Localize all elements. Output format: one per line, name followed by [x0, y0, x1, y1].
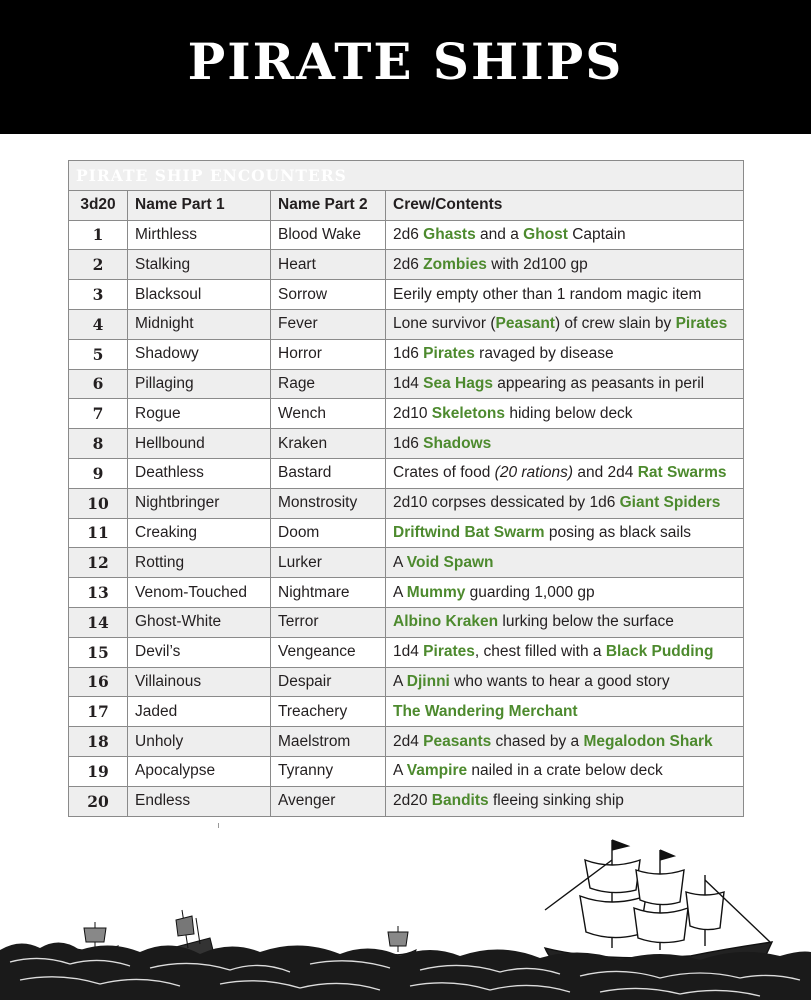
crew-contents-cell [386, 578, 744, 608]
name-part-2-cell: Treachery [271, 697, 386, 727]
table-row [69, 280, 744, 310]
table-header-row [69, 190, 744, 220]
contents-text: 1d4 [393, 643, 424, 661]
contents-text: posing as black sails [544, 523, 692, 541]
crew-contents-cell [386, 369, 744, 399]
creature-link-text: Peasant [495, 315, 555, 333]
creature-link-text: Zombies [423, 255, 487, 273]
page-title: PIRATE SHIPS [187, 31, 624, 91]
creature-link-text: Black Pudding [605, 643, 714, 661]
contents-text: A [393, 553, 407, 571]
contents-text: , chest filled with a [474, 643, 606, 661]
crew-contents-cell [386, 667, 744, 697]
contents-text: (20 rations) [494, 464, 574, 482]
name-part-1-cell: Ghost-White [128, 607, 271, 637]
crew-contents-cell [386, 280, 744, 310]
creature-link-text: Skeletons [431, 404, 506, 422]
roll-cell: 18 [69, 727, 128, 757]
creature-link-text: Sea Hags [423, 374, 493, 392]
name-part-2-cell: Avenger [271, 786, 386, 816]
crew-contents-cell [386, 697, 744, 727]
crew-contents-cell [386, 429, 744, 459]
crew-contents-cell [386, 220, 744, 250]
table-row [69, 429, 744, 459]
roll-cell: 6 [69, 369, 128, 399]
creature-link-text: Pirates [423, 643, 475, 661]
contents-text: lurking below the surface [498, 613, 674, 631]
crew-contents-cell [386, 786, 744, 816]
contents-text: A [393, 583, 407, 601]
creature-link-text: Driftwind Bat Swarm [393, 523, 545, 541]
roll-cell: 2 [69, 250, 128, 280]
creature-link-text: Shadows [423, 434, 492, 452]
page-header [0, 0, 811, 134]
table-body [69, 220, 744, 816]
table-row [69, 697, 744, 727]
table-row [69, 220, 744, 250]
contents-text: 1d6 [393, 434, 424, 452]
name-part-1-cell: Venom-Touched [128, 578, 271, 608]
crew-contents-cell [386, 518, 744, 548]
contents-text: ) of crew slain by [554, 315, 676, 333]
crew-contents-cell [386, 756, 744, 786]
name-part-1-cell: Devil’s [128, 637, 271, 667]
roll-cell: 19 [69, 756, 128, 786]
contents-text: 2d4 [393, 732, 424, 750]
contents-text: ravaged by disease [474, 345, 614, 363]
table-row [69, 786, 744, 816]
crew-contents-cell [386, 250, 744, 280]
table-row [69, 578, 744, 608]
creature-link-text: Ghost [523, 225, 568, 243]
name-part-2-cell: Heart [271, 250, 386, 280]
contents-text: with 2d100 gp [486, 255, 588, 273]
name-part-2-cell: Sorrow [271, 280, 386, 310]
name-part-1-cell: Rotting [128, 548, 271, 578]
column-header-roll: 3d20 [69, 190, 128, 220]
table-row [69, 667, 744, 697]
contents-text: chased by a [491, 732, 584, 750]
roll-cell: 14 [69, 607, 128, 637]
table-row [69, 607, 744, 637]
contents-text: fleeing sinking ship [488, 792, 624, 810]
crew-contents-cell [386, 488, 744, 518]
name-part-1-cell: Rogue [128, 399, 271, 429]
contents-text: A [393, 762, 407, 780]
contents-text: Captain [567, 225, 626, 243]
name-part-1-cell: Blacksoul [128, 280, 271, 310]
contents-text: guarding 1,000 gp [465, 583, 595, 601]
creature-link-text: Djinni [406, 672, 450, 690]
roll-cell: 5 [69, 339, 128, 369]
column-header-name-part-2: Name Part 2 [271, 190, 386, 220]
contents-text: 1d4 [393, 374, 424, 392]
name-part-1-cell: Stalking [128, 250, 271, 280]
crew-contents-cell [386, 399, 744, 429]
creature-link-text: Void Spawn [406, 553, 494, 571]
creature-link-text: Albino Kraken [393, 613, 499, 631]
name-part-1-cell: Creaking [128, 518, 271, 548]
roll-cell: 10 [69, 488, 128, 518]
name-part-2-cell: Rage [271, 369, 386, 399]
name-part-2-cell: Vengeance [271, 637, 386, 667]
name-part-2-cell: Blood Wake [271, 220, 386, 250]
contents-text: appearing as peasants in peril [492, 374, 705, 392]
roll-cell: 16 [69, 667, 128, 697]
name-part-2-cell: Fever [271, 309, 386, 339]
creature-link-text: Rat Swarms [637, 464, 727, 482]
contents-text: Crates of food [393, 464, 495, 482]
roll-cell: 11 [69, 518, 128, 548]
roll-cell: 13 [69, 578, 128, 608]
contents-text: Eerily empty other than 1 random magic item [393, 285, 702, 303]
name-part-2-cell: Doom [271, 518, 386, 548]
contents-text: hiding below deck [505, 404, 633, 422]
name-part-2-cell: Horror [271, 339, 386, 369]
table-row [69, 756, 744, 786]
creature-link-text: Giant Spiders [619, 494, 721, 512]
creature-link-text: Vampire [406, 762, 468, 780]
name-part-1-cell: Midnight [128, 309, 271, 339]
creature-link-text: Peasants [423, 732, 492, 750]
name-part-2-cell: Nightmare [271, 578, 386, 608]
table-row [69, 518, 744, 548]
contents-text: and 2d4 [573, 464, 638, 482]
name-part-1-cell: Deathless [128, 458, 271, 488]
contents-text: nailed in a crate below deck [467, 762, 663, 780]
table-title: PIRATE SHIP ENCOUNTERS [69, 161, 744, 191]
crew-contents-cell [386, 339, 744, 369]
name-part-1-cell: Shadowy [128, 339, 271, 369]
roll-cell: 1 [69, 220, 128, 250]
contents-text: A [393, 672, 407, 690]
crew-contents-cell [386, 607, 744, 637]
crew-contents-cell [386, 727, 744, 757]
name-part-2-cell: Lurker [271, 548, 386, 578]
name-part-1-cell: Apocalypse [128, 756, 271, 786]
table-row [69, 458, 744, 488]
column-header-name-part-1: Name Part 1 [128, 190, 271, 220]
roll-cell: 7 [69, 399, 128, 429]
table-row [69, 727, 744, 757]
contents-text: and a [475, 225, 524, 243]
name-part-2-cell: Tyranny [271, 756, 386, 786]
roll-cell: 12 [69, 548, 128, 578]
table-row [69, 369, 744, 399]
name-part-1-cell: Villainous [128, 667, 271, 697]
creature-link-text: Megalodon Shark [583, 732, 713, 750]
contents-text: 2d10 [393, 404, 432, 422]
roll-cell: 8 [69, 429, 128, 459]
roll-cell: 9 [69, 458, 128, 488]
table-row [69, 637, 744, 667]
crew-contents-cell [386, 548, 744, 578]
encounter-table [68, 160, 744, 817]
crew-contents-cell [386, 637, 744, 667]
creature-link-text: Mummy [406, 583, 466, 601]
contents-text: 1d6 [393, 345, 424, 363]
column-header-crew-contents: Crew/Contents [386, 190, 744, 220]
divider-tick [218, 823, 219, 828]
creature-link-text: Pirates [675, 315, 728, 333]
name-part-2-cell: Bastard [271, 458, 386, 488]
creature-link-text: Bandits [431, 792, 489, 810]
contents-text: 2d20 [393, 792, 432, 810]
contents-text: Lone survivor ( [393, 315, 496, 333]
roll-cell: 4 [69, 309, 128, 339]
name-part-2-cell: Wench [271, 399, 386, 429]
name-part-1-cell: Jaded [128, 697, 271, 727]
creature-link-text: The Wandering Merchant [393, 702, 578, 720]
pirate-ships-sea-illustration [0, 830, 811, 1000]
table-row [69, 339, 744, 369]
ocean-waves [0, 942, 811, 1000]
contents-text: 2d6 [393, 225, 424, 243]
roll-cell: 3 [69, 280, 128, 310]
roll-cell: 17 [69, 697, 128, 727]
name-part-2-cell: Monstrosity [271, 488, 386, 518]
table-row [69, 250, 744, 280]
name-part-1-cell: Nightbringer [128, 488, 271, 518]
crew-contents-cell [386, 458, 744, 488]
contents-text: 2d10 corpses dessicated by 1d6 [393, 494, 620, 512]
crew-contents-cell [386, 309, 744, 339]
table-row [69, 399, 744, 429]
roll-cell: 20 [69, 786, 128, 816]
table-row [69, 309, 744, 339]
name-part-2-cell: Terror [271, 607, 386, 637]
table-row [69, 488, 744, 518]
contents-text: who wants to hear a good story [449, 672, 670, 690]
creature-link-text: Pirates [423, 345, 475, 363]
contents-text: 2d6 [393, 255, 424, 273]
name-part-1-cell: Mirthless [128, 220, 271, 250]
roll-cell: 15 [69, 637, 128, 667]
name-part-2-cell: Kraken [271, 429, 386, 459]
name-part-1-cell: Pillaging [128, 369, 271, 399]
name-part-1-cell: Hellbound [128, 429, 271, 459]
creature-link-text: Ghasts [423, 225, 476, 243]
name-part-1-cell: Unholy [128, 727, 271, 757]
name-part-2-cell: Maelstrom [271, 727, 386, 757]
table-row [69, 548, 744, 578]
name-part-1-cell: Endless [128, 786, 271, 816]
name-part-2-cell: Despair [271, 667, 386, 697]
